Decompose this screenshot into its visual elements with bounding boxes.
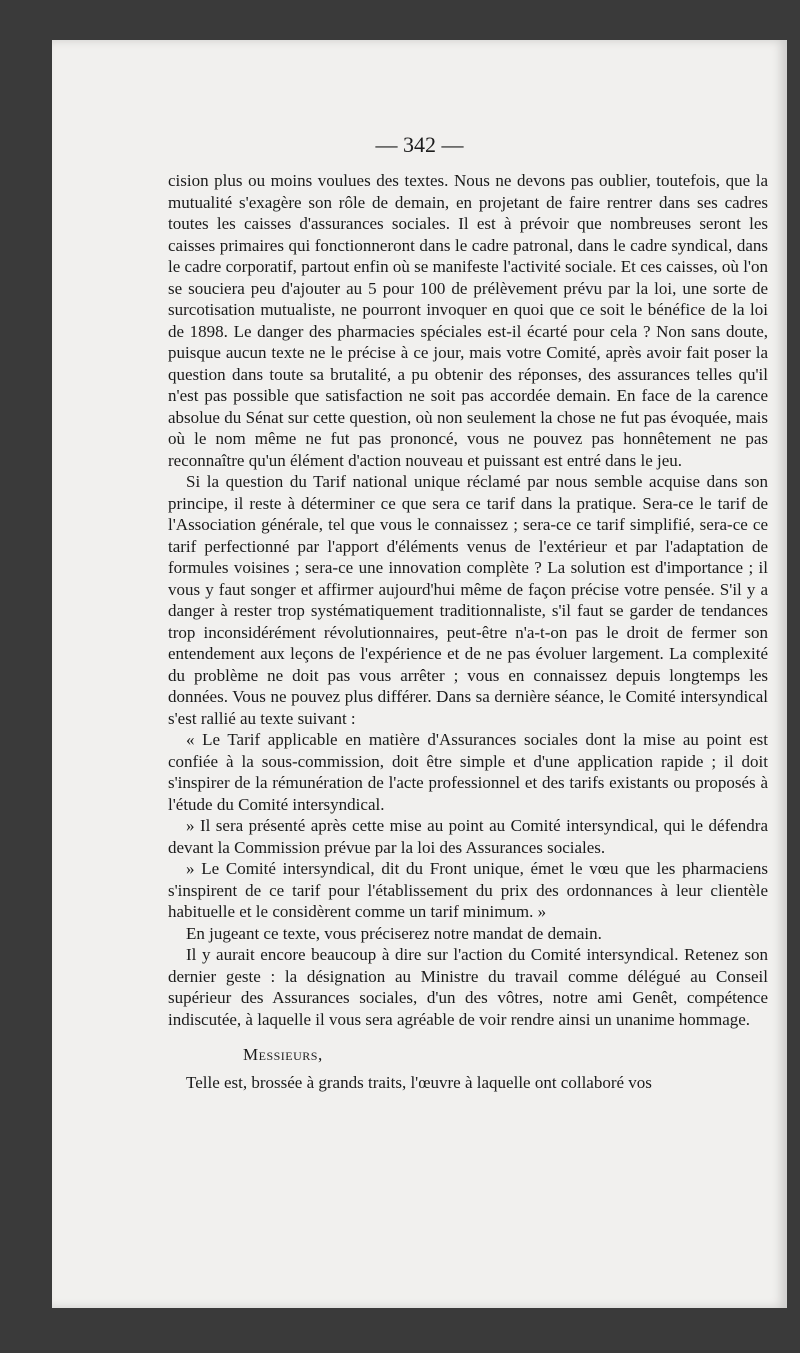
paragraph: cision plus ou moins voulues des textes. Nous ne devons pas oublier, toutefois, que la mutualité s'exagère son rôle de demain, en projetant de faire rentrer dans ses cadres toutes les caisses d'assurances sociales. Il est à prévoir que nombreuses seront les caisses primaires qui fonctionneront dans le cadre patronal, dans le cadre syndical, dans le cadre corporatif, partout enfin où se manifeste l'activité sociale. Et ces caisses, où l'on se souciera peu d'ajouter au 5 pour 100 de prélèvement prévu par la loi, une sorte de surcotisation mutualiste, ne pourront invoquer en quoi que ce soit le bénéfice de la loi de 1898. Le danger des pharmacies spéciales est-il écarté pour cela ? Non sans doute, puisque aucun texte ne le précise à ce jour, mais votre Comité, après avoir fait poser la question dans toute sa brutalité, a pu obtenir des réponses, des assurances telles qu'il n'est pas possible que satisfaction ne soit pas accordée demain. En face de la carence absolue du Sénat sur cette question, où non seulement la chose ne fut pas évoquée, mais où le nom même ne fut pas prononcé, vous ne pouvez pas honnêtement ne pas reconnaître qu'un élément d'action nouveau et puissant est entré dans le jeu. <box>168 171 768 470</box>
paragraph: Si la question du Tarif national unique réclamé par nous semble acquise dans son principe, il reste à déterminer ce que sera ce tarif dans la pratique. Sera-ce le tarif de l'Association générale, tel que vous le connaissez ; sera-ce ce tarif simplifié, sera-ce ce tarif perfectionné par l'apport d'éléments venus de l'extérieur et par l'adaptation de formules voisines ; sera-ce une innovation complète ? La solution est d'importance ; il vous y faut songer et affirmer aujourd'hui même de façon précise votre pensée. S'il y a danger à rester trop systématiquement traditionnaliste, s'il faut se garder de tendances trop inconsidérément révolutionnaires, peut-être n'a-t-on pas le droit de fermer son entendement aux leçons de l'expérience et de ne pas évoluer largement. La complexité du problème ne doit pas vous arrêter ; vous en connaissez depuis longtemps les données. Vous ne pouvez plus différer. Dans sa dernière séance, le Comité intersyndical s'est rallié au texte suivant : <box>168 472 768 728</box>
salutation: Messieurs, <box>243 1045 323 1064</box>
body-text <box>168 170 768 1093</box>
quoted-paragraph: » Il sera présenté après cette mise au point au Comité intersyndical, qui le défendra devant la Commission prévue par la loi des Assurances sociales. <box>168 816 768 857</box>
document-page <box>52 40 787 1308</box>
quoted-paragraph: » Le Comité intersyndical, dit du Front unique, émet le vœu que les pharmaciens s'inspirent de ce tarif pour l'établissement du prix des ordonnances à leur clientèle habituelle et le considèrent comme un tarif minimum. » <box>168 859 768 921</box>
page-number: — 342 — <box>375 132 464 157</box>
paragraph: Il y aurait encore beaucoup à dire sur l'action du Comité intersyndical. Retenez son dernier geste : la désignation au Ministre du travail comme délégué au Conseil supérieur des Assurances sociales, d'un des vôtres, notre ami Genêt, compétence indiscutée, à laquelle il vous sera agréable de voir rendre ainsi un unanime hommage. <box>168 945 768 1029</box>
paragraph: En jugeant ce texte, vous préciserez notre mandat de demain. <box>186 923 602 943</box>
closing-line: Telle est, brossée à grands traits, l'œuvre à laquelle ont collaboré vos <box>186 1072 652 1092</box>
quoted-paragraph: « Le Tarif applicable en matière d'Assurances sociales dont la mise au point est confiée à la sous-commission, doit être simple et d'une application rapide ; il doit s'inspirer de la rémunération de l'acte professionnel et des tarifs existants ou proposés à l'étude du Comité intersyndical. <box>168 730 768 814</box>
